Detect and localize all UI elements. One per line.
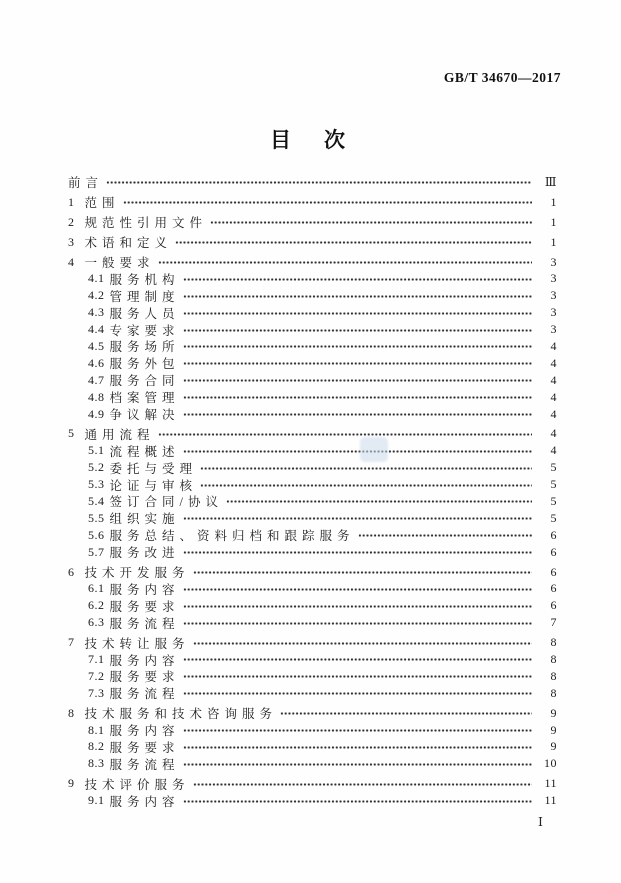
toc-entry-label: 服务流程: [109, 616, 180, 631]
toc-entry[interactable]: [68, 174, 557, 191]
toc-entry-page: 3: [550, 288, 557, 303]
toc-entry-label: 技术评价服务: [84, 777, 190, 792]
toc-entry-label: 服务外包: [109, 357, 180, 372]
dot-leader: [183, 277, 532, 282]
toc-entry[interactable]: [68, 527, 557, 544]
toc-entry[interactable]: [68, 493, 557, 510]
toc-entry[interactable]: [68, 442, 557, 459]
toc-entry-number: 9.1: [88, 793, 105, 808]
toc-entry-number: 4.5: [88, 338, 105, 353]
toc-entry-label: 组织实施: [109, 512, 180, 527]
dot-leader: [183, 587, 532, 592]
toc-entry-page: 9: [550, 739, 557, 754]
toc-entry-number: 5: [68, 426, 75, 441]
toc-list: [0, 174, 621, 809]
dot-leader: [183, 412, 532, 417]
toc-entry-page: 10: [544, 756, 557, 771]
dot-leader: [183, 294, 532, 299]
toc-entry-label: 服务内容: [109, 794, 180, 809]
toc-entry[interactable]: [68, 705, 557, 722]
dot-leader: [280, 711, 532, 716]
dot-leader: [183, 657, 532, 662]
toc-entry-page: 5: [550, 477, 557, 492]
toc-entry-label: 服务要求: [109, 670, 180, 685]
dot-leader: [358, 533, 532, 538]
toc-entry-label: 范围: [84, 196, 120, 211]
toc-entry-page: 8: [550, 685, 557, 700]
page-title: 目 次: [270, 128, 351, 152]
toc-entry-page: 4: [550, 426, 557, 441]
toc-entry-label: 服务总结、资料归档和跟踪服务: [109, 529, 355, 544]
toc-entry-page: 5: [550, 460, 557, 475]
toc-entry-number: 5.4: [88, 493, 105, 508]
toc-entry-label: 服务内容: [109, 582, 180, 597]
toc-entry-number: 3: [68, 234, 75, 249]
toc-entry-number: 4.7: [88, 372, 105, 387]
toc-entry-label: 档案管理: [109, 391, 180, 406]
dot-leader: [183, 799, 532, 804]
toc-entry-number: 4.4: [88, 322, 105, 337]
toc-entry[interactable]: [68, 389, 557, 406]
toc-entry-number: 5.6: [88, 527, 105, 542]
toc-entry-label: 签订合同/协议: [109, 495, 223, 510]
toc-entry[interactable]: [68, 194, 557, 211]
toc-entry[interactable]: [68, 580, 557, 597]
toc-entry-page: 5: [550, 493, 557, 508]
toc-entry-label: 服务内容: [109, 724, 180, 739]
toc-entry[interactable]: [68, 775, 557, 792]
toc-entry-page: 3: [550, 254, 557, 269]
dot-leader: [183, 621, 532, 626]
toc-entry-page: 4: [550, 406, 557, 421]
toc-entry-page: 4: [550, 389, 557, 404]
toc-entry-page: 8: [550, 651, 557, 666]
toc-entry-number: 4.8: [88, 389, 105, 404]
toc-entry[interactable]: [68, 476, 557, 493]
toc-entry[interactable]: [68, 304, 557, 321]
toc-entry-number: 9: [68, 776, 75, 791]
toc-entry-page: 3: [550, 322, 557, 337]
toc-entry-number: 8: [68, 705, 75, 720]
dot-leader: [183, 604, 532, 609]
toc-entry-number: 2: [68, 214, 75, 229]
toc-entry-number: 8.1: [88, 722, 105, 737]
toc-entry-page: 4: [550, 338, 557, 353]
toc-entry-number: 4.9: [88, 406, 105, 421]
toc-entry[interactable]: [68, 372, 557, 389]
dot-leader: [183, 344, 532, 349]
toc-entry-label: 管理制度: [109, 289, 180, 304]
toc-entry-page: 6: [550, 544, 557, 559]
toc-entry-label: 服务流程: [109, 757, 180, 772]
toc-entry-page: 1: [550, 214, 557, 229]
toc-entry-page: 11: [544, 793, 557, 808]
toc-entry[interactable]: [68, 722, 557, 739]
toc-entry-number: 4.2: [88, 288, 105, 303]
toc-entry[interactable]: [68, 614, 557, 631]
toc-entry-label: 通用流程: [84, 427, 155, 442]
toc-entry-label: 流程概述: [109, 444, 180, 459]
toc-entry[interactable]: [68, 425, 557, 442]
toc-entry-number: 7.3: [88, 685, 105, 700]
toc-entry-label: 专家要求: [109, 323, 180, 338]
toc-entry[interactable]: [68, 634, 557, 651]
dot-leader: [183, 449, 532, 454]
dot-leader: [210, 220, 532, 225]
toc-entry-number: 6.2: [88, 598, 105, 613]
dot-leader: [183, 674, 532, 679]
dot-leader: [193, 782, 532, 787]
toc-entry[interactable]: [68, 564, 557, 581]
dot-leader: [200, 483, 532, 488]
dot-leader: [158, 260, 532, 265]
toc-entry[interactable]: [68, 355, 557, 372]
dot-leader: [183, 395, 532, 400]
toc-entry-label: 服务要求: [109, 740, 180, 755]
toc-entry-label: 规范性引用文件: [84, 216, 208, 231]
toc-entry-page: 4: [550, 372, 557, 387]
toc-entry-page: 1: [550, 234, 557, 249]
dot-leader: [183, 745, 532, 750]
toc-entry-page: 6: [550, 564, 557, 579]
toc-entry-number: 8.3: [88, 756, 105, 771]
toc-entry-number: 4.6: [88, 355, 105, 370]
toc-entry-page: 3: [550, 305, 557, 320]
toc-entry-label: 术语和定义: [84, 236, 173, 251]
toc-entry-number: 4: [68, 254, 75, 269]
toc-entry-number: 7: [68, 635, 75, 650]
toc-entry[interactable]: [68, 668, 557, 685]
toc-entry-page: 6: [550, 527, 557, 542]
toc-entry-number: 5.1: [88, 443, 105, 458]
toc-entry[interactable]: [68, 755, 557, 772]
toc-entry-number: 6.1: [88, 581, 105, 596]
toc-entry-label: 技术开发服务: [84, 566, 190, 581]
dot-leader: [193, 570, 532, 575]
toc-entry[interactable]: [68, 406, 557, 423]
toc-entry-label: 委托与受理: [109, 461, 198, 476]
toc-entry[interactable]: [68, 287, 557, 304]
toc-entry-number: 5.2: [88, 460, 105, 475]
dot-leader: [226, 499, 532, 504]
toc-entry[interactable]: [68, 792, 557, 809]
toc-entry[interactable]: [68, 651, 557, 668]
dot-leader: [106, 180, 532, 185]
toc-entry-number: 8.2: [88, 739, 105, 754]
toc-entry-label: 服务合同: [109, 374, 180, 389]
toc-entry-number: 5.5: [88, 510, 105, 525]
toc-entry-page: Ⅲ: [544, 174, 557, 189]
toc-entry-label: 服务内容: [109, 653, 180, 668]
toc-entry-page: 6: [550, 581, 557, 596]
toc-entry-label: 服务人员: [109, 306, 180, 321]
toc-entry-label: 论证与审核: [109, 478, 198, 493]
toc-entry-number: 7.2: [88, 668, 105, 683]
toc-entry-label: 技术服务和技术咨询服务: [84, 707, 278, 722]
toc-entry[interactable]: [68, 214, 557, 231]
dot-leader: [123, 200, 532, 205]
toc-entry-page: 9: [550, 722, 557, 737]
toc-entry-label: 服务流程: [109, 687, 180, 702]
footer-page-number: Ⅰ: [538, 815, 543, 829]
dot-leader: [183, 516, 532, 521]
dot-leader: [183, 328, 532, 333]
toc-entry-number: 6.3: [88, 615, 105, 630]
toc-entry-page: 4: [550, 355, 557, 370]
toc-entry-page: 6: [550, 598, 557, 613]
toc-entry[interactable]: [68, 338, 557, 355]
toc-entry[interactable]: [68, 544, 557, 561]
toc-entry-label: 服务场所: [109, 340, 180, 355]
toc-entry-page: 8: [550, 668, 557, 683]
toc-entry-page: 5: [550, 510, 557, 525]
toc-entry-label: 技术转让服务: [84, 636, 190, 651]
toc-entry[interactable]: [68, 321, 557, 338]
toc-entry[interactable]: [68, 254, 557, 271]
dot-leader: [158, 432, 532, 437]
dot-leader: [183, 728, 532, 733]
toc-entry-label: 前言: [68, 176, 104, 191]
toc-entry-label: 争议解决: [109, 408, 180, 423]
toc-entry-page: 9: [550, 705, 557, 720]
toc-entry-page: 7: [550, 615, 557, 630]
toc-entry-number: 4.1: [88, 271, 105, 286]
toc-entry-page: 3: [550, 271, 557, 286]
toc-entry-number: 1: [68, 194, 75, 209]
toc-entry[interactable]: [68, 270, 557, 287]
toc-entry-number: 5.7: [88, 544, 105, 559]
toc-entry[interactable]: [68, 739, 557, 756]
toc-entry-label: 服务机构: [109, 272, 180, 287]
toc-entry-page: 8: [550, 635, 557, 650]
toc-entry-label: 服务改进: [109, 546, 180, 561]
toc-entry[interactable]: [68, 685, 557, 702]
dot-leader: [183, 691, 532, 696]
standard-code: GB/T 34670—2017: [443, 70, 561, 85]
dot-leader: [200, 466, 532, 471]
toc-entry-number: 7.1: [88, 651, 105, 666]
toc-entry-number: 6: [68, 564, 75, 579]
toc-entry[interactable]: [68, 510, 557, 527]
toc-entry-number: 4.3: [88, 305, 105, 320]
dot-leader: [183, 311, 532, 316]
toc-entry-label: 服务要求: [109, 599, 180, 614]
dot-leader: [183, 550, 532, 555]
toc-entry-number: 5.3: [88, 477, 105, 492]
toc-entry-page: 4: [550, 443, 557, 458]
toc-entry[interactable]: [68, 597, 557, 614]
toc-entry-label: 一般要求: [84, 256, 155, 271]
toc-entry-page: 11: [544, 776, 557, 791]
dot-leader: [193, 641, 532, 646]
toc-entry[interactable]: [68, 234, 557, 251]
dot-leader: [183, 378, 532, 383]
toc-entry-page: 1: [550, 194, 557, 209]
dot-leader: [183, 361, 532, 366]
toc-entry[interactable]: [68, 459, 557, 476]
dot-leader: [183, 762, 532, 767]
dot-leader: [175, 240, 532, 245]
